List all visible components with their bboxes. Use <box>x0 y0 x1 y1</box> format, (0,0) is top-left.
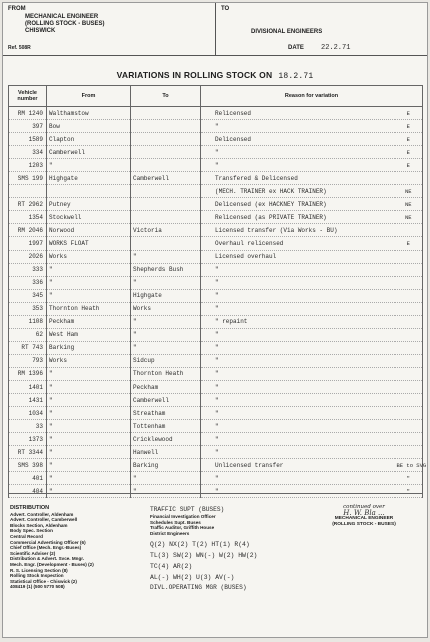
row-from: " <box>47 394 131 407</box>
depot-codes <box>150 539 300 583</box>
row-to: Thornton Heath <box>131 367 201 380</box>
table-row <box>9 367 423 380</box>
traffic-lines <box>150 514 300 536</box>
footer <box>8 493 422 638</box>
row-code <box>395 407 423 420</box>
row-to: " <box>131 472 201 485</box>
row-code <box>395 341 423 354</box>
row-reason: Licensed transfer (Via Works - BU) <box>201 224 395 237</box>
row-to <box>131 198 201 211</box>
row-to: Highgate <box>131 289 201 302</box>
row-from: " <box>47 407 131 420</box>
row-reason: " <box>201 276 395 289</box>
row-vehicle: 334 <box>9 146 47 159</box>
row-code: E <box>395 120 423 133</box>
continued-note: continued over <box>343 504 385 510</box>
row-reason: Delicensed <box>201 133 395 146</box>
table-row <box>9 433 423 446</box>
row-from: " <box>47 446 131 459</box>
table-row <box>9 250 423 263</box>
table-row <box>9 354 423 367</box>
row-code <box>395 250 423 263</box>
row-vehicle <box>9 185 47 198</box>
row-from: " <box>47 263 131 276</box>
table-row <box>9 107 423 120</box>
distribution-lines <box>10 512 130 590</box>
row-from: Norwood <box>47 224 131 237</box>
signature-line-2: (ROLLING STOCK - BUSES) <box>332 522 396 527</box>
row-code: E <box>395 159 423 172</box>
divl-operating: DIVL.OPERATING MGR (BUSES) <box>150 584 247 592</box>
row-reason: Relicensed <box>201 107 395 120</box>
row-from: Bow <box>47 120 131 133</box>
row-vehicle: RM 2046 <box>9 224 47 237</box>
table-row <box>9 341 423 354</box>
row-code <box>395 380 423 393</box>
row-code: " <box>395 472 423 485</box>
distribution-list <box>10 506 130 590</box>
row-reason: " <box>201 146 395 159</box>
traffic-block <box>150 506 300 592</box>
row-from: " <box>47 472 131 485</box>
signature-line-1: MECHANICAL ENGINEER <box>334 516 394 521</box>
row-to: Peckham <box>131 380 201 393</box>
table-row <box>9 159 423 172</box>
row-vehicle: 62 <box>9 328 47 341</box>
row-vehicle: 2026 <box>9 250 47 263</box>
row-code <box>395 446 423 459</box>
row-reason: " <box>201 380 395 393</box>
row-to: Camberwell <box>131 394 201 407</box>
table-row <box>9 394 423 407</box>
row-code <box>395 302 423 315</box>
row-to <box>131 133 201 146</box>
distribution-line: Distribution & Advert. Svce. Mngr. <box>10 556 85 562</box>
distribution-line: Blocks Section, Aldenham <box>10 522 68 528</box>
row-vehicle: 1108 <box>9 315 47 328</box>
header-divider <box>215 3 216 55</box>
table-row <box>9 380 423 393</box>
row-vehicle: 353 <box>9 302 47 315</box>
row-reason: " <box>201 407 395 420</box>
row-vehicle: SMS 199 <box>9 172 47 185</box>
row-vehicle: 1354 <box>9 211 47 224</box>
row-from: " <box>47 276 131 289</box>
distribution-line: Commercial Advertising Officer (6) <box>10 539 86 545</box>
row-to <box>131 185 201 198</box>
row-to: " <box>131 315 201 328</box>
page-title <box>3 70 427 81</box>
distribution-line: Statistical Office - Chiswick (2) <box>10 578 77 584</box>
distribution-line: Chief Office (Mech. Engr.-Buses) <box>10 545 82 551</box>
table-row <box>9 172 423 185</box>
table-row <box>9 146 423 159</box>
row-from: Works <box>47 354 131 367</box>
table-row <box>9 472 423 485</box>
row-from: Clapton <box>47 133 131 146</box>
row-vehicle: 793 <box>9 354 47 367</box>
row-to: Camberwell <box>131 172 201 185</box>
row-vehicle: 1203 <box>9 159 47 172</box>
row-code <box>395 224 423 237</box>
row-from: " <box>47 367 131 380</box>
row-to: Tottenham <box>131 420 201 433</box>
row-to: " <box>131 250 201 263</box>
row-to: Cricklewood <box>131 433 201 446</box>
row-to <box>131 146 201 159</box>
distribution-line: Mech. Engr. (Development - Buses) (2) <box>10 561 94 567</box>
row-vehicle: 1589 <box>9 133 47 146</box>
row-vehicle: RT 743 <box>9 341 47 354</box>
ref-number: Ref. 508R <box>8 45 31 51</box>
table-row <box>9 120 423 133</box>
table-row <box>9 289 423 302</box>
row-from: " <box>47 459 131 472</box>
row-vehicle: 1373 <box>9 433 47 446</box>
table-row <box>9 224 423 237</box>
row-vehicle: RT 3344 <box>9 446 47 459</box>
row-to: Works <box>131 302 201 315</box>
row-to: Sidcup <box>131 354 201 367</box>
row-reason: " <box>201 341 395 354</box>
to-label: TO <box>221 6 230 12</box>
table-row <box>9 328 423 341</box>
row-from: " <box>47 433 131 446</box>
row-vehicle: 404 <box>9 485 47 498</box>
signature-block <box>308 504 420 528</box>
row-code <box>395 315 423 328</box>
row-reason: " <box>201 394 395 407</box>
distribution-line: Central Record <box>10 533 43 539</box>
row-reason: (MECH. TRAINER ex HACK TRAINER) <box>201 185 395 198</box>
distribution-line: 408419 (1) (500 5770 508) <box>10 584 65 590</box>
row-vehicle: 333 <box>9 263 47 276</box>
header-box <box>3 3 427 56</box>
to-value: DIVISIONAL ENGINEERS <box>251 29 323 35</box>
row-from: Highgate <box>47 172 131 185</box>
row-from: West Ham <box>47 328 131 341</box>
row-from: Walthamstow <box>47 107 131 120</box>
row-to <box>131 211 201 224</box>
row-code: E <box>395 146 423 159</box>
distribution-title: DISTRIBUTION <box>10 505 50 511</box>
row-code <box>395 420 423 433</box>
row-to <box>131 237 201 250</box>
row-from: " <box>47 485 131 498</box>
from-label: FROM <box>8 6 26 12</box>
row-to: Barking <box>131 459 201 472</box>
distribution-line: Advert. Controller, Aldenham <box>10 511 74 517</box>
row-from: WORKS FLOAT <box>47 237 131 250</box>
col-from: From <box>47 86 131 107</box>
row-to <box>131 159 201 172</box>
row-from: Barking <box>47 341 131 354</box>
table-row <box>9 263 423 276</box>
col-to: To <box>131 86 201 107</box>
row-to: Victoria <box>131 224 201 237</box>
col-reason: Reason for variation <box>201 86 423 107</box>
distribution-line: Rolling Stock Inspection <box>10 573 64 579</box>
distribution-line: Body Spec. Section <box>10 528 53 534</box>
row-reason: " <box>201 302 395 315</box>
document-page <box>2 2 428 638</box>
row-from: Works <box>47 250 131 263</box>
row-code: NE <box>395 185 423 198</box>
row-vehicle: RM 1240 <box>9 107 47 120</box>
row-code: E <box>395 133 423 146</box>
from-line-2: (ROLLING STOCK - BUSES) <box>25 21 105 27</box>
variations-table <box>8 85 427 498</box>
row-to <box>131 107 201 120</box>
row-vehicle: 397 <box>9 120 47 133</box>
row-to: Hanwell <box>131 446 201 459</box>
row-code: E <box>395 237 423 250</box>
row-from: Peckham <box>47 315 131 328</box>
row-from: Camberwell <box>47 146 131 159</box>
row-to: Shepherds Bush <box>131 263 201 276</box>
traffic-line: Traffic Auditor, Griffith House <box>150 525 215 531</box>
row-to: Streatham <box>131 407 201 420</box>
traffic-supt: TRAFFIC SUPT (BUSES) <box>150 506 225 513</box>
row-from: Thornton Heath <box>47 302 131 315</box>
row-reason: " <box>201 420 395 433</box>
title-date: 18.2.71 <box>278 72 314 81</box>
row-vehicle: 1401 <box>9 380 47 393</box>
row-vehicle: 1997 <box>9 237 47 250</box>
row-reason: Unlicensed transfer <box>201 459 395 472</box>
depot-code-line: TL(3) SW(2) WN(-) W(2) HW(2) <box>150 552 258 560</box>
row-vehicle: 33 <box>9 420 47 433</box>
table-row <box>9 237 423 250</box>
row-reason: Transfered & Delicensed <box>201 172 395 185</box>
row-reason: " <box>201 159 395 172</box>
distribution-line: R. S. Licensing Section (8) <box>10 567 68 573</box>
table-row <box>9 315 423 328</box>
row-code <box>395 433 423 446</box>
row-reason: Delicensed (ex HACKNEY TRAINER) <box>201 198 395 211</box>
table-row <box>9 276 423 289</box>
row-reason: " <box>201 120 395 133</box>
row-code <box>395 263 423 276</box>
row-reason: Licensed overhaul <box>201 250 395 263</box>
depot-code-line: Q(2) NX(2) T(2) HT(1) R(4) <box>150 541 250 549</box>
table-row <box>9 446 423 459</box>
date-value: 22.2.71 <box>321 44 351 52</box>
row-reason: " <box>201 433 395 446</box>
distribution-line: Advert. Controller, Camberwell <box>10 517 78 523</box>
signature-scribble: H. W. Bla ... <box>343 509 385 517</box>
row-code: BE to SVG <box>395 459 423 472</box>
date-label: DATE <box>288 45 304 51</box>
row-reason: " <box>201 289 395 302</box>
row-code: NE <box>395 198 423 211</box>
row-vehicle: 345 <box>9 289 47 302</box>
row-reason: Relicensed (as PRIVATE TRAINER) <box>201 211 395 224</box>
row-vehicle: RM 1396 <box>9 367 47 380</box>
table-row <box>9 407 423 420</box>
table-row <box>9 459 423 472</box>
table-header <box>9 86 423 107</box>
row-vehicle: 1034 <box>9 407 47 420</box>
traffic-line: Financial Investigation Officer <box>150 514 216 519</box>
row-reason: " <box>201 328 395 341</box>
row-to: " <box>131 341 201 354</box>
row-code: NE <box>395 211 423 224</box>
row-reason: " <box>201 472 395 485</box>
traffic-line: Schedules Supt. Buses <box>150 519 201 525</box>
row-to: " <box>131 276 201 289</box>
row-code <box>395 276 423 289</box>
row-to: " <box>131 328 201 341</box>
row-reason: " <box>201 354 395 367</box>
row-code: E <box>395 107 423 120</box>
table-row <box>9 420 423 433</box>
traffic-line: District Engineers <box>150 530 190 536</box>
title-text: VARIATIONS IN ROLLING STOCK ON <box>116 70 273 80</box>
table-row <box>9 133 423 146</box>
from-line-1: MECHANICAL ENGINEER <box>25 14 99 20</box>
table-row <box>9 185 423 198</box>
row-code <box>395 172 423 185</box>
row-reason: " repaint <box>201 315 395 328</box>
table-row <box>9 211 423 224</box>
row-code <box>395 289 423 302</box>
row-reason: " <box>201 367 395 380</box>
row-reason: Overhaul relicensed <box>201 237 395 250</box>
row-from: Stockwell <box>47 211 131 224</box>
row-to: " <box>131 485 201 498</box>
row-to <box>131 120 201 133</box>
row-vehicle: 401 <box>9 472 47 485</box>
row-vehicle: 1431 <box>9 394 47 407</box>
row-code <box>395 394 423 407</box>
distribution-line: Scientific Adviser (2) <box>10 550 56 556</box>
depot-code-line: TC(4) AR(2) <box>150 563 193 571</box>
row-reason: " <box>201 263 395 276</box>
depot-code-line: AL(-) WH(2) U(3) AV(-) <box>150 574 235 582</box>
row-from <box>47 185 131 198</box>
row-from: " <box>47 159 131 172</box>
table-row <box>9 198 423 211</box>
row-from: " <box>47 420 131 433</box>
table-body <box>9 107 427 498</box>
row-from: Putney <box>47 198 131 211</box>
row-from: " <box>47 289 131 302</box>
row-code <box>395 354 423 367</box>
row-code <box>395 328 423 341</box>
row-reason: " <box>201 485 395 498</box>
table-row <box>9 302 423 315</box>
row-from: " <box>47 380 131 393</box>
col-vehicle: Vehicle number <box>9 86 47 107</box>
row-code <box>395 367 423 380</box>
row-reason: " <box>201 446 395 459</box>
row-vehicle: SMS 398 <box>9 459 47 472</box>
row-code: " <box>395 485 423 498</box>
row-vehicle: 336 <box>9 276 47 289</box>
from-line-3: CHISWICK <box>25 28 56 34</box>
row-vehicle: RT 2962 <box>9 198 47 211</box>
